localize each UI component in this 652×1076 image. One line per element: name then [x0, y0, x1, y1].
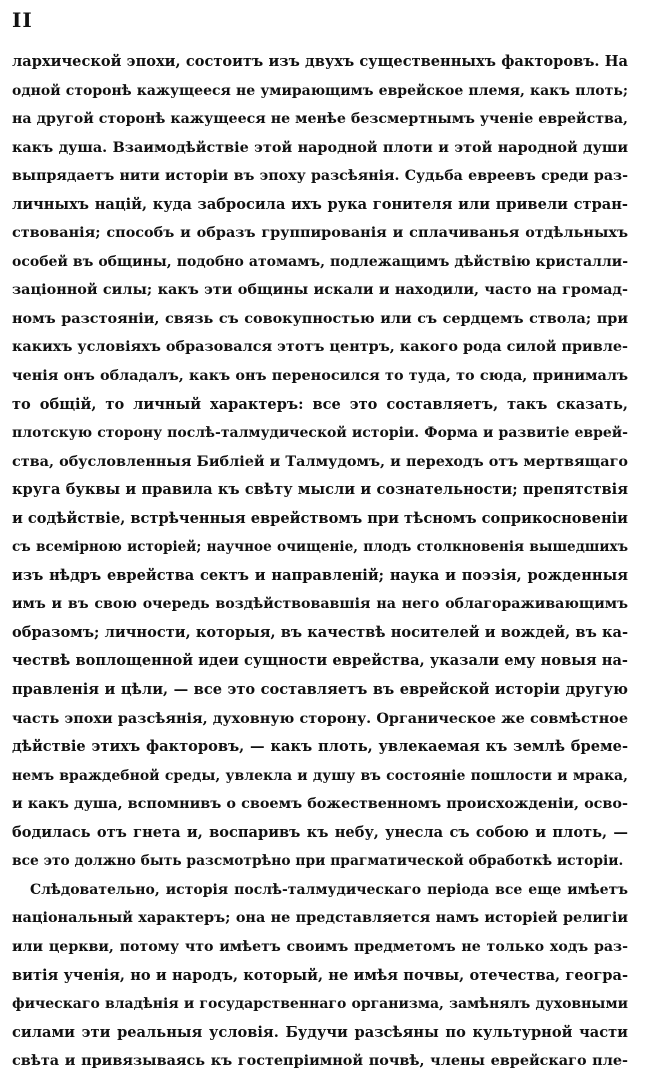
text-line: то общій, то личный характеръ: все это составляетъ, такъ сказать, [12, 395, 628, 413]
text-line: свѣта и привязываясь къ гостепріимной почвѣ, члены еврейскаго пле- [12, 1052, 628, 1070]
text-line: или церкви, потому что имѣетъ своимъ предметомъ не только ходъ раз- [12, 938, 628, 955]
page-number: II [12, 8, 33, 32]
text-line: круга буквы и правила къ свѣту мысли и сознательности; препятствія [12, 481, 628, 499]
text-line: выпрядаетъ нити исторіи въ эпоху разсѣянія. Судьба евреевъ среди раз- [12, 168, 628, 185]
paragraph-1 [12, 48, 628, 876]
text-line: силами эти реальныя условія. Будучи разсѣяны по культурной части [12, 1023, 628, 1041]
text-line: ченія онъ обладалъ, какъ онъ переносился то туда, то сюда, принималъ [12, 367, 628, 385]
text-line: чествѣ воплощенной идеи сущности еврейства, указали ему новыя на- [12, 652, 628, 670]
text-line: ства, обусловленныя Библіей и Талмудомъ, и переходъ отъ мертвящаго [12, 452, 628, 470]
text-line: національный характеръ; она не представляется намъ исторіей религіи [12, 909, 628, 927]
text-line: номъ разстояніи, связь съ совокупностью или съ сердцемъ ствола; при [12, 309, 628, 327]
text-line: лархической эпохи, состоитъ изъ двухъ существенныхъ факторовъ. На [12, 53, 628, 70]
text-line: ствованія; способъ и образъ группированія и сплачиванья отдѣльныхъ [12, 224, 628, 242]
text-line: и содѣйствіе, встрѣченныя еврействомъ при тѣсномъ соприкосновеніи [12, 509, 628, 527]
text-line: бодилась отъ гнета и, воспаривъ къ небу, унесла съ собою и плоть, — [12, 823, 628, 841]
text-line: особей въ общины, подобно атомамъ, подлежащимъ дѣйствію кристалли- [12, 253, 628, 270]
text-line: образомъ; личности, которыя, въ качествѣ носителей и вождей, въ ка- [12, 623, 628, 641]
text-line: плотскую сторону послѣ-талмудической исторіи. Форма и развитіе еврей- [12, 425, 628, 442]
text-line: на другой сторонѣ кажущееся не менѣе безсмертнымъ ученіе еврейства, [12, 111, 628, 128]
text-line: часть эпохи разсѣянія, духовную сторону. Органическое же совмѣстное [12, 709, 628, 727]
text-line: витія ученія, но и народъ, который, не имѣя почвы, отечества, геогра- [12, 966, 628, 984]
text-line: изъ нѣдръ еврейства сектъ и направленій; наука и поэзія, рожденныя [12, 566, 628, 584]
text-line: какихъ условіяхъ образовался этотъ центръ, какого рода силой привле- [12, 338, 628, 356]
text-line: все это должно быть разсмотрѣно при прагматической обработкѣ исторіи. [12, 853, 624, 870]
paragraph-2 [12, 876, 628, 1076]
text-line: правленія и цѣли, — все это составляетъ въ еврейской исторіи другую [12, 681, 628, 699]
text-line: какъ душа. Взаимодѣйствіе этой народной плоти и этой народной души [12, 138, 628, 156]
text-line: имъ и въ свою очередь воздѣйствовавшія на него облагораживающимъ [12, 596, 628, 613]
text-line: немъ враждебной среды, увлекла и душу въ состояніе пошлости и мрака, [12, 767, 628, 784]
text-line: одной сторонѣ кажущееся не умирающимъ еврейское племя, какъ плоть; [12, 82, 628, 99]
text-line: дѣйствіе этихъ факторовъ, — какъ плоть, увлекаемая къ землѣ бреме- [12, 738, 628, 756]
text-line: заціонной силы; какъ эти общины искали и находили, часто на громад- [12, 281, 628, 299]
body-text [12, 48, 628, 1076]
text-line: Слѣдовательно, исторія послѣ-талмудическаго періода все еще имѣетъ [30, 881, 628, 898]
text-line: фическаго владѣнія и государственнаго организма, замѣнялъ духовными [12, 996, 628, 1013]
text-line: съ всемірною исторіей; научное очищеніе, плодъ столкновенія вышедшихъ [12, 539, 628, 556]
text-line: личныхъ націй, куда забросила ихъ рука гонителя или привели стран- [12, 195, 628, 213]
text-line: и какъ душа, вспомнивъ о своемъ божественномъ происхожденіи, осво- [12, 795, 628, 813]
